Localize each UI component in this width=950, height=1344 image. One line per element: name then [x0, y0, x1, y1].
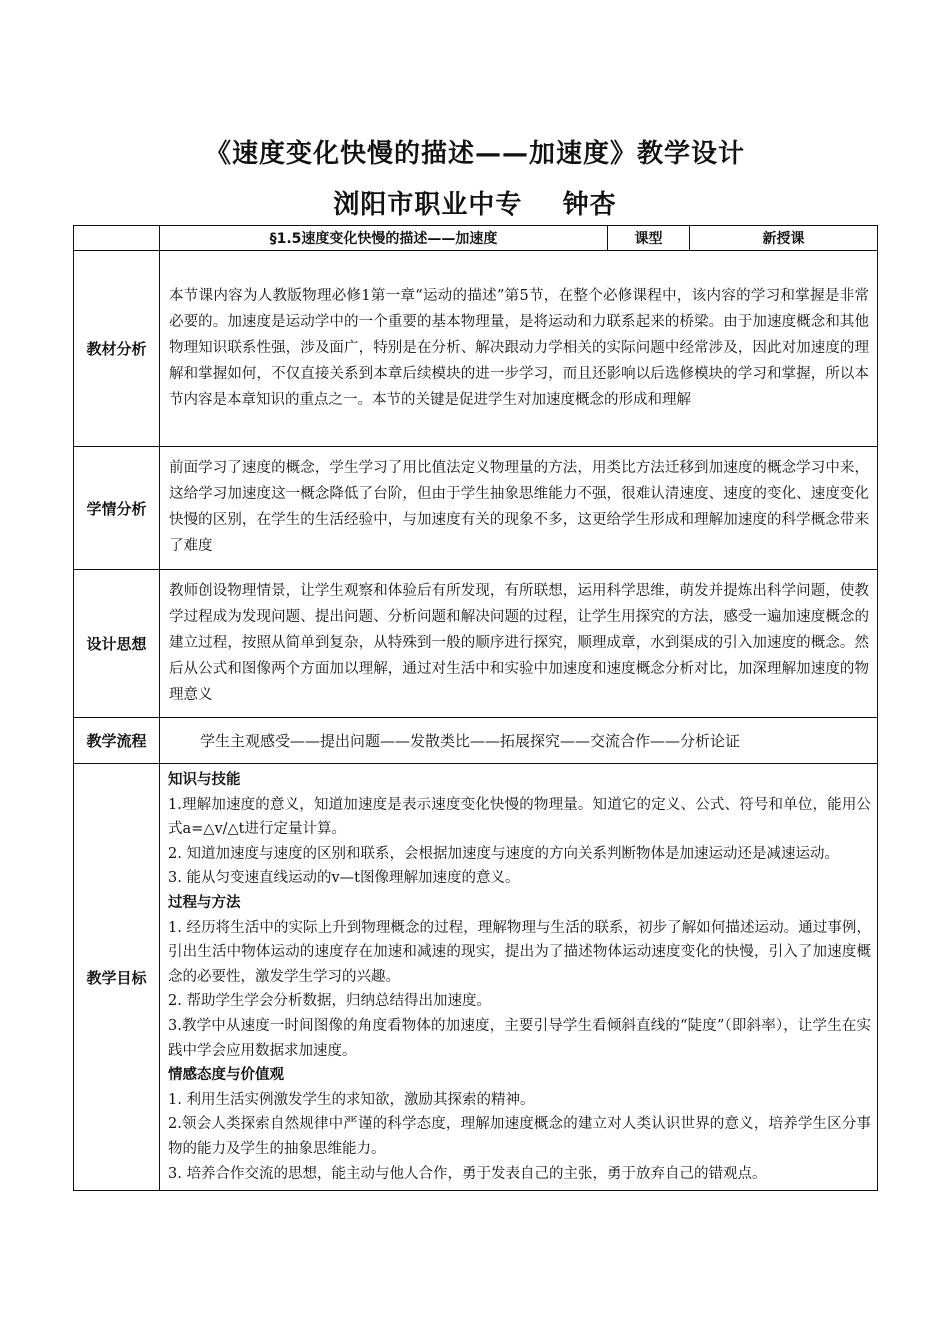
- flow-row: [74, 718, 878, 764]
- students-text: 前面学习了速度的概念，学生学习了用比值法定义物理量的方法，用类比方法迁移到加速度的概念学习中来，这给学习加速度这一概念降低了台阶，但由于学生抽象思维能力不强，很难认清速度、速度的变化、速度变化快慢的区别，在学生的生活经验中，与加速度有关的现象不多，这更给学生形成和理解加速度的科学概念带来了难度: [160, 447, 878, 570]
- goals-row: [74, 764, 878, 1191]
- header-row: [74, 226, 878, 251]
- knowledge-item: 2. 知道加速度与速度的区别和联系，会根据加速度与速度的方向关系判断物体是加速运动还是减速运动。: [168, 845, 839, 862]
- material-row: [74, 251, 878, 447]
- students-label: 学情分析: [74, 447, 160, 570]
- header-empty-cell: [74, 226, 160, 251]
- goals-content: [160, 764, 878, 1191]
- process-heading: 过程与方法: [168, 894, 241, 911]
- emotion-item: 1. 利用生活实例激发学生的求知欲，激励其探索的精神。: [168, 1091, 535, 1108]
- design-text: 教师创设物理情景，让学生观察和体验后有所发现，有所联想，运用科学思维，萌发并提炼出科学问题，使教学过程成为发现问题、提出问题、分析问题和解决问题的过程，让学生用探究的方法，感受一遍加速度概念的建立过程，按照从简单到复杂，从特殊到一般的顺序进行探究，顺理成章，水到渠成的引入加速度的概念。然后从公式和图像两个方面加以理解，通过对生活中和实验中加速度和速度概念分析对比，加深理解加速度的物理意义: [160, 570, 878, 718]
- lesson-title-cell: §1.5速度变化快慢的描述——加速度: [160, 226, 608, 251]
- author-line: 浏阳市职业中专 钟杏: [333, 190, 617, 220]
- design-row: [74, 570, 878, 718]
- process-item: 1. 经历将生活中的实际上升到物理概念的过程，理解物理与生活的联系，初步了解如何描述运动。通过事例，引出生活中物体运动的速度存在加速和减速的现实，提出为了描述物体运动速度变化的快慢，引入了加速度概念的必要性，激发学生学习的兴趣。: [168, 919, 871, 985]
- document-title: 《速度变化快慢的描述——加速度》教学设计: [204, 139, 745, 169]
- process-item: 3.教学中从速度一时间图像的角度看物体的加速度，主要引导学生看倾斜直线的“陡度”（即斜率），让学生在实践中学会应用数据求加速度。: [168, 1017, 871, 1059]
- goals-label: 教学目标: [74, 764, 160, 1191]
- knowledge-item: 3. 能从匀变速直线运动的v—t图像理解加速度的意义。: [168, 870, 520, 887]
- emotion-item: 2.领会人类探索自然规律中严谨的科学态度，理解加速度概念的建立对人类认识世界的意义，培养学生区分事物的能力及学生的抽象思维能力。: [168, 1116, 871, 1157]
- emotion-heading: 情感态度与价值观: [168, 1067, 284, 1084]
- students-row: [74, 447, 878, 570]
- flow-text: 学生主观感受——提出问题——发散类比——拓展探究——交流合作——分析论证: [160, 718, 878, 764]
- material-label: 教材分析: [74, 251, 160, 447]
- flow-label: 教学流程: [74, 718, 160, 764]
- process-item: 2. 帮助学生学会分析数据，归纳总结得出加速度。: [168, 993, 491, 1010]
- knowledge-item: 1.理解加速度的意义，知道加速度是表示速度变化快慢的物理量。知道它的定义、公式、符号和单位，能用公式a=△v/△t进行定量计算。: [168, 796, 871, 838]
- design-label: 设计思想: [74, 570, 160, 718]
- material-text: 本节课内容为人教版物理必修1第一章“运动的描述”第5节，在整个必修课程中，该内容的学习和掌握是非常必要的。加速度是运动学中的一个重要的基本物理量，是将运动和力联系起来的桥梁。由于加速度概念和其他物理知识联系性强，涉及面广，特别是在分析、解决跟动力学相关的实际问题中经常涉及，因此对加速度的理解和掌握如何，不仅直接关系到本章后续模块的进一步学习，而且还影响以后选修模块的学习和掌握，所以本节内容是本章知识的重点之一。本节的关键是促进学生对加速度概念的形成和理解: [160, 251, 878, 447]
- lesson-type-label: 课型: [608, 226, 690, 251]
- lesson-type-value: 新授课: [690, 226, 878, 251]
- lesson-plan-table: [73, 225, 878, 1191]
- knowledge-heading: 知识与技能: [168, 772, 241, 788]
- emotion-item: 3. 培养合作交流的思想，能主动与他人合作，勇于发表自己的主张，勇于放弃自己的错观点。: [168, 1165, 767, 1182]
